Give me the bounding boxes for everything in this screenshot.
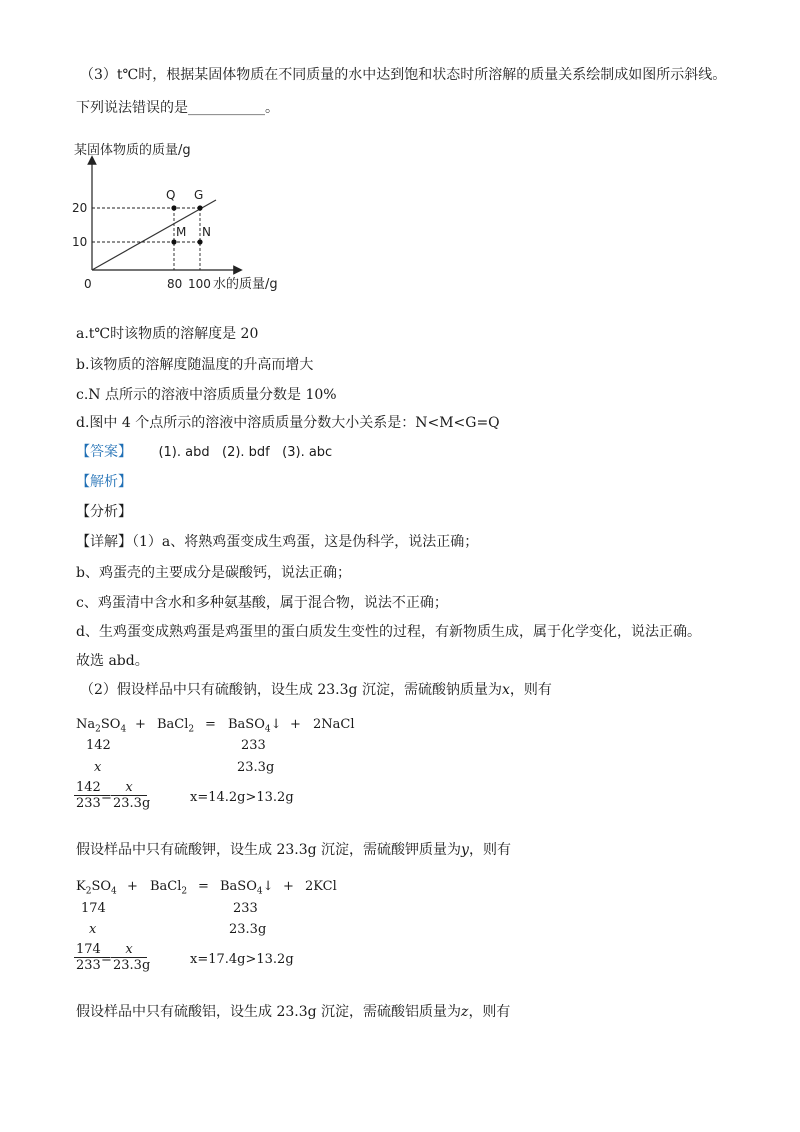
eq1-frac-right-den: 23.3g (113, 796, 151, 811)
detail-line6-text: （2）假设样品中只有硫酸钠，设生成 23.3g 沉淀，需硫酸钠质量为 (80, 682, 502, 698)
eq2-product2: 2KCl (305, 879, 337, 894)
eq1-eqsign: = (205, 717, 216, 732)
fenxi-tag: 【分析】 (76, 504, 132, 520)
para-potassium (76, 839, 511, 859)
eq1-result: x=14.2g>13.2g (190, 790, 294, 805)
point-q-label: Q (166, 188, 176, 202)
eq1-plus1: + (135, 717, 146, 732)
point-m-label: M (176, 225, 187, 239)
eq2-frac-right-num: x (111, 942, 147, 958)
eq2-frac-left-den: 233 (76, 958, 101, 973)
detail-line6-tail: ，则有 (509, 682, 552, 698)
detail-line6-var: x (501, 682, 510, 698)
eq2-plus1: + (127, 879, 138, 894)
para-aluminum-tail: ，则有 (468, 1004, 511, 1020)
eq1-frac-left (74, 780, 103, 811)
eq2-product1: BaSO$_4$↓ (220, 879, 274, 897)
para-potassium-text: 假设样品中只有硫酸钾，设生成 23.3g 沉淀，需硫酸钾质量为 (76, 842, 462, 858)
solubility-figure (66, 128, 326, 298)
detail-line3: c、鸡蛋清中含水和多种氨基酸，属于混合物，说法不正确； (76, 595, 448, 611)
point-n (197, 239, 202, 244)
eq2-reactant2: BaCl$_2$ (150, 879, 188, 897)
eq1-plus2: + (290, 717, 301, 732)
para-potassium-tail: ，则有 (468, 842, 511, 858)
detail-line2: b、鸡蛋壳的主要成分是碳酸钙，说法正确； (76, 565, 351, 581)
para-aluminum-text: 假设样品中只有硫酸铝，设生成 23.3g 沉淀，需硫酸铝质量为 (76, 1004, 462, 1020)
eq1-product1: BaSO$_4$↓ (228, 717, 282, 735)
eq1-frac-right (111, 780, 151, 811)
eq1-frac-left-den: 233 (76, 796, 101, 811)
answer-text: (1). abd (2). bdf (3). abc (158, 445, 333, 460)
detail-line1 (76, 531, 478, 551)
x-tick-100: 100 (188, 277, 211, 291)
para-aluminum (76, 1001, 510, 1021)
eq2-frac-right (111, 942, 151, 973)
detail-line5: 故选 abd。 (76, 653, 149, 669)
eq1-var2: 23.3g (237, 760, 275, 775)
detail-text1: （1）a、将熟鸡蛋变成生鸡蛋，这是伪科学，说法正确； (132, 534, 479, 550)
x-tick-80: 80 (167, 277, 183, 291)
eq2-frac-right-den: 23.3g (113, 958, 151, 973)
eq1-mass1: 142 (86, 738, 111, 753)
y-tick-20: 20 (72, 201, 88, 215)
eq1-frac-eq: = (101, 790, 112, 805)
para-aluminum-var: z (461, 1004, 469, 1020)
point-g-label: G (194, 188, 204, 202)
eq1-frac-right-num: x (111, 780, 147, 796)
question-intro-line1: （3）t℃时，根据某固体物质在不同质量的水中达到饱和状态时所溶解的质量关系绘制成如图所示斜线。 (80, 67, 727, 83)
eq2-frac-left-num: 174 (76, 942, 101, 957)
option-a: a.t℃时该物质的溶解度是 20 (76, 326, 259, 342)
para-potassium-var: y (461, 842, 469, 858)
option-b: b.该物质的溶解度随温度的升高而增大 (76, 357, 314, 373)
eq1-mass2: 233 (241, 738, 266, 753)
point-n-label: N (202, 225, 211, 239)
eq2-var1: x (89, 922, 97, 937)
eq2-reactant1: $K_2SO_4$ (76, 879, 117, 897)
eq2-var2: 23.3g (229, 922, 267, 937)
point-m (171, 239, 176, 244)
eq2-frac-eq: = (101, 952, 112, 967)
eq1-frac-left-num: 142 (76, 780, 101, 795)
y-tick-10: 10 (72, 235, 88, 249)
eq2-eqsign: = (198, 879, 209, 894)
detail-tag: 【详解】 (76, 534, 132, 550)
analysis-tag: 【解析】 (76, 474, 132, 490)
eq2-mass1: 174 (81, 901, 106, 916)
x-axis-title: 水的质量/g (213, 277, 278, 292)
detail-line6 (80, 679, 552, 699)
answer-tag: 【答案】 (76, 444, 132, 460)
eq1-reactant2: BaCl$_2$ (157, 717, 195, 735)
y-axis-title: 某固体物质的质量/g (74, 143, 191, 158)
eq2-plus2: + (283, 879, 294, 894)
answer-row (76, 441, 332, 461)
point-q (171, 205, 176, 210)
eq2-frac-left (74, 942, 103, 973)
eq1-product2: 2NaCl (313, 717, 355, 732)
saturation-line (92, 200, 216, 270)
option-d: d.图中 4 个点所示的溶液中溶质质量分数大小关系是：N<M<G=Q (76, 415, 500, 431)
origin-label: 0 (84, 277, 92, 291)
option-c: c.N 点所示的溶液中溶质质量分数是 10% (76, 387, 337, 403)
question-intro-line2: 下列说法错误的是___________。 (76, 100, 279, 116)
eq1-var1: x (94, 760, 102, 775)
eq2-result: x=17.4g>13.2g (190, 952, 294, 967)
eq1-reactant1: $Na_2SO_4$ (76, 717, 127, 735)
point-g (197, 205, 202, 210)
detail-line4: d、生鸡蛋变成熟鸡蛋是鸡蛋里的蛋白质发生变性的过程，有新物质生成，属于化学变化，说法正确。 (76, 624, 701, 640)
eq2-mass2: 233 (233, 901, 258, 916)
